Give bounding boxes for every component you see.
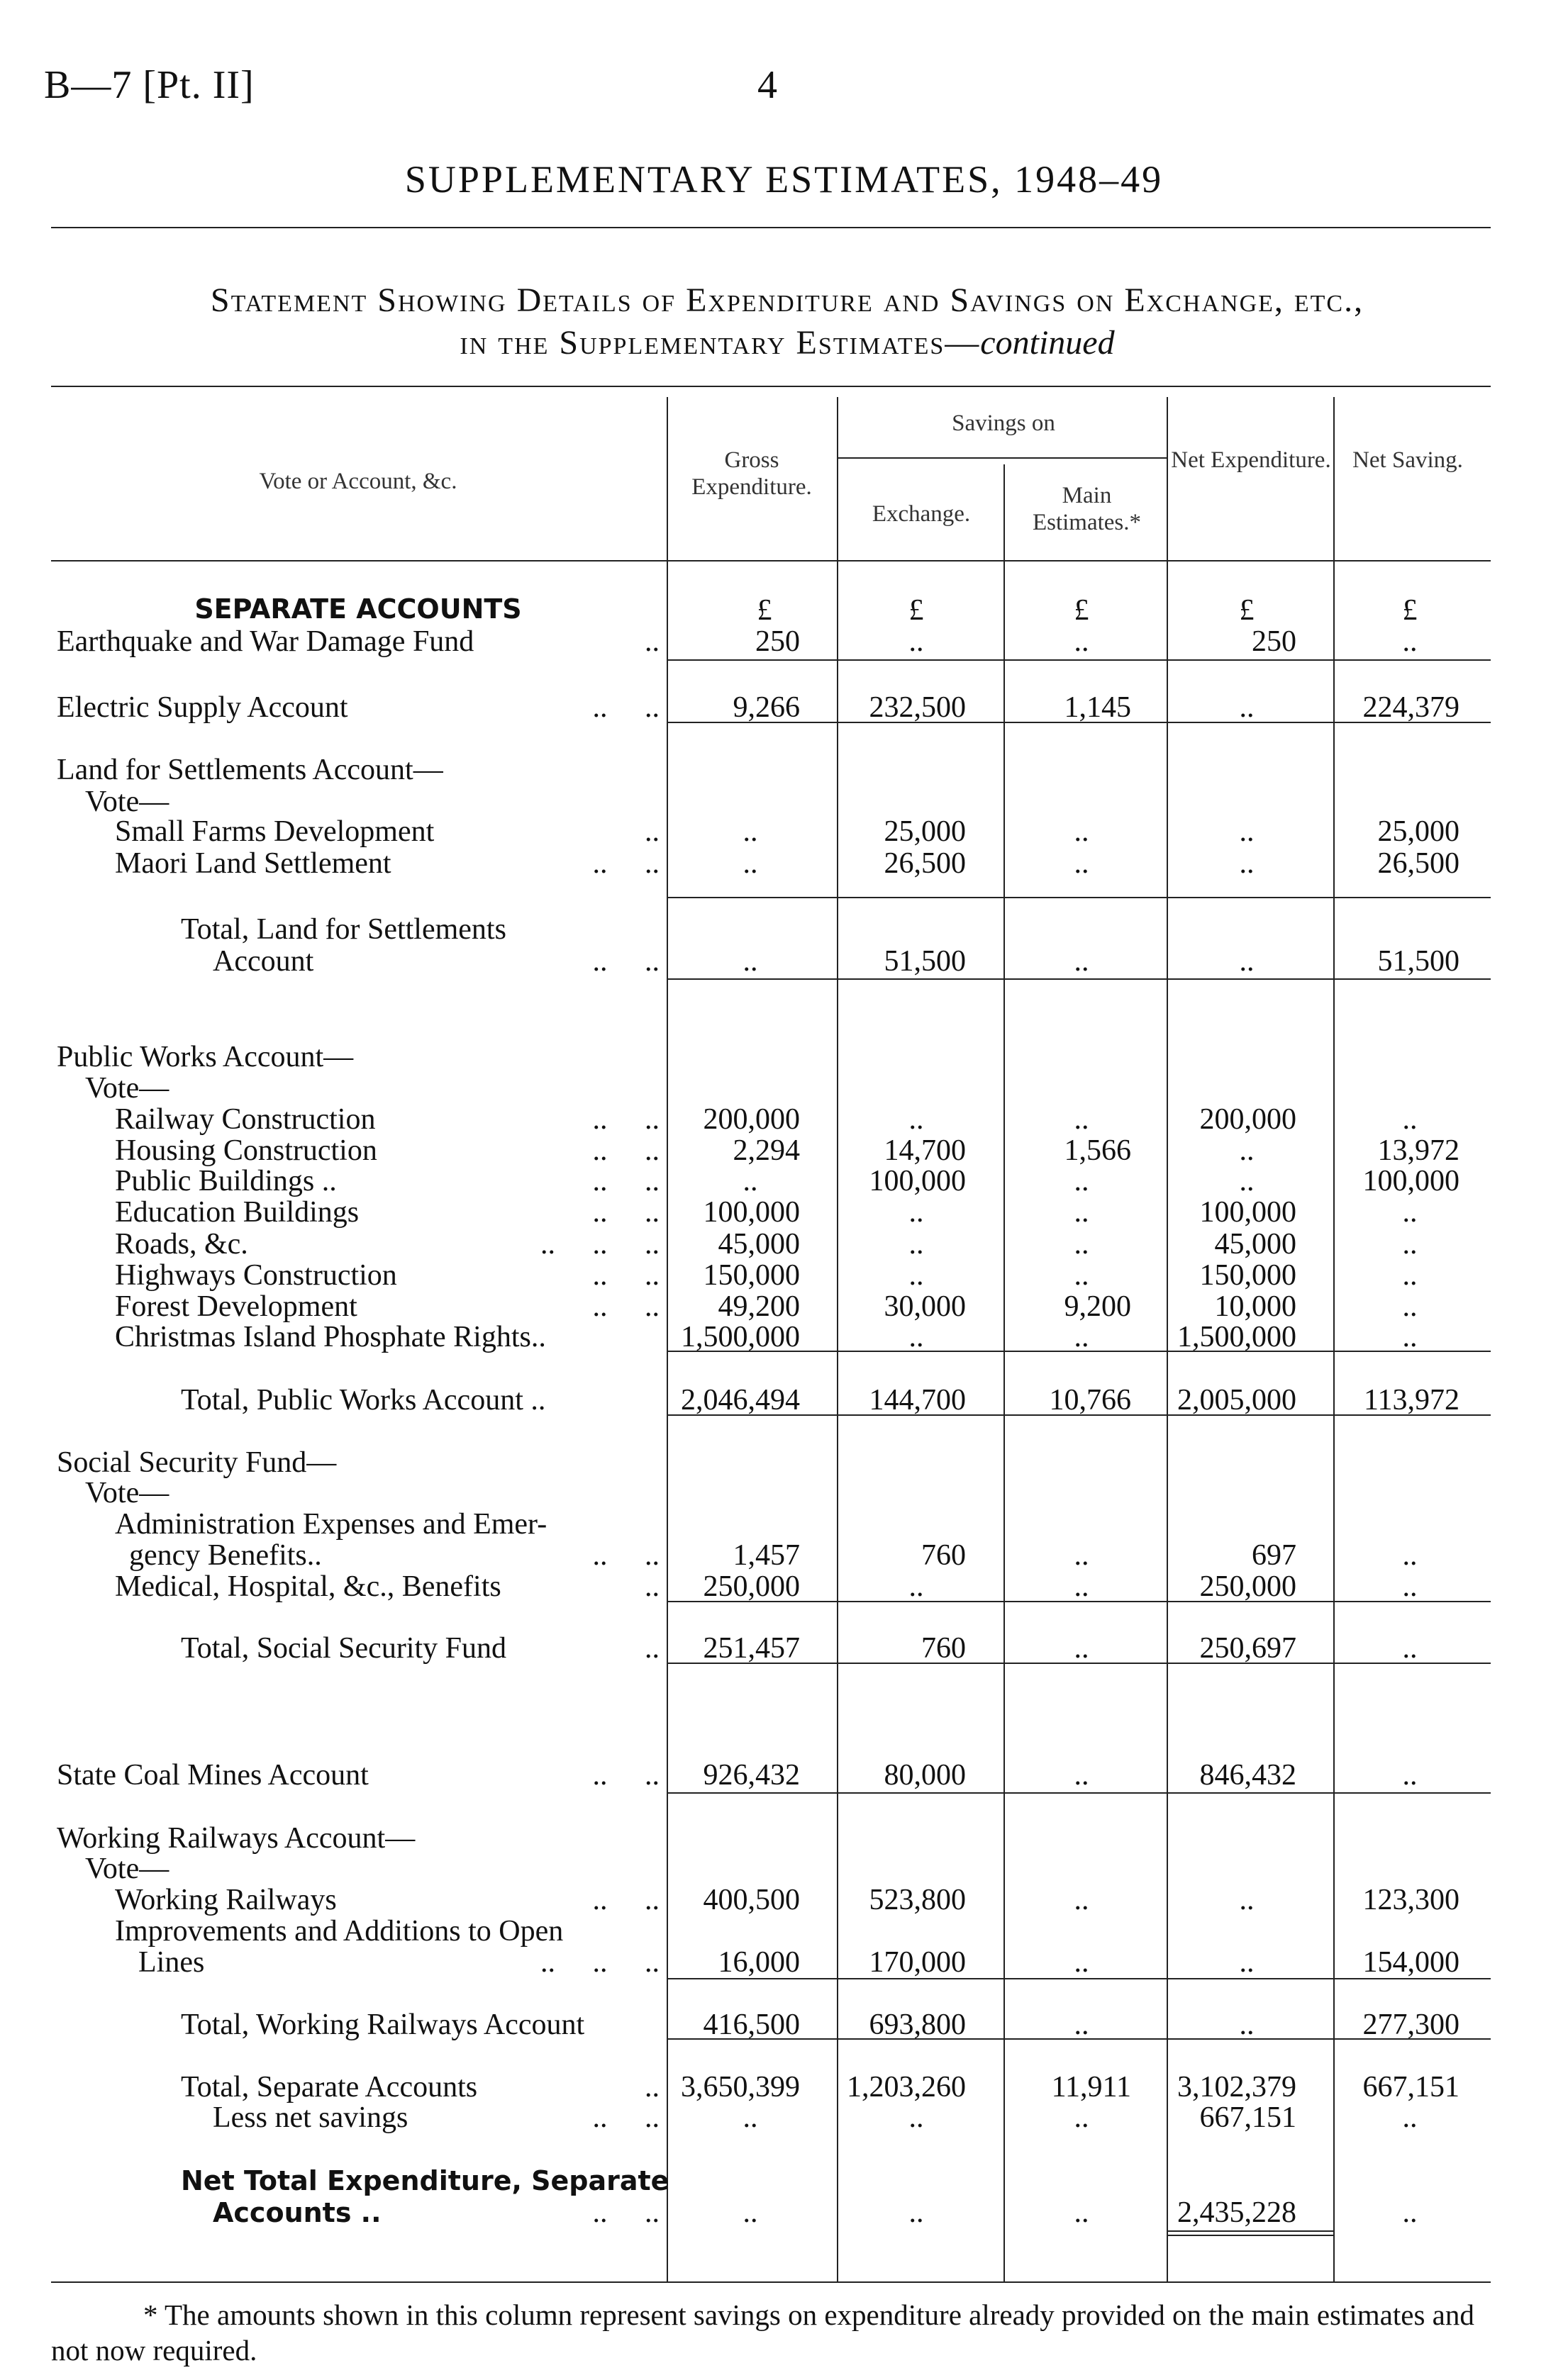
row-label: Maori Land Settlement bbox=[115, 847, 391, 880]
cell-gross: .. bbox=[743, 2196, 758, 2229]
row-label: Working Railways bbox=[115, 1884, 337, 1916]
cell-exch: 51,500 bbox=[884, 945, 966, 978]
cell-save: 25,000 bbox=[1377, 815, 1459, 848]
cell-gross: 3,650,399 bbox=[681, 2071, 800, 2104]
cell-main: .. bbox=[1074, 1539, 1089, 1572]
leader-dots: .. bbox=[645, 815, 660, 848]
cell-gross: 2,294 bbox=[733, 1134, 800, 1167]
cell-main: .. bbox=[1074, 1759, 1089, 1792]
leader-dots: .. .. bbox=[592, 1759, 660, 1792]
subtotal-rule bbox=[667, 1601, 1491, 1602]
cell-main: .. bbox=[1074, 1321, 1089, 1353]
row-label: Medical, Hospital, &c., Benefits bbox=[115, 1570, 501, 1603]
cell-exch: 1,203,260 bbox=[847, 2071, 966, 2104]
cell-exch: .. bbox=[908, 2196, 924, 2229]
cell-exch: 25,000 bbox=[884, 815, 966, 848]
row-label: Roads, &c. bbox=[115, 1228, 248, 1261]
cell-main: 10,766 bbox=[1049, 1384, 1131, 1417]
double-rule bbox=[1167, 2230, 1333, 2232]
cell-save: 26,500 bbox=[1377, 847, 1459, 880]
table-top-rule bbox=[51, 386, 1491, 387]
cell-exch: .. bbox=[908, 2101, 924, 2134]
cell-save: £ bbox=[1402, 594, 1418, 627]
cell-gross: .. bbox=[743, 945, 758, 978]
cell-main: 1,566 bbox=[1064, 1134, 1131, 1167]
cell-net: 667,151 bbox=[1199, 2101, 1296, 2134]
row-label: Forest Development bbox=[115, 1290, 357, 1323]
cell-save: .. bbox=[1402, 1259, 1418, 1292]
cell-main: .. bbox=[1074, 1884, 1089, 1916]
cell-gross: 251,457 bbox=[703, 1632, 800, 1665]
leader-dots: .. .. bbox=[592, 1290, 660, 1323]
row-label: Improvements and Additions to Open bbox=[115, 1915, 564, 1948]
cell-net: .. bbox=[1239, 1946, 1255, 1979]
cell-exch: 100,000 bbox=[869, 1165, 966, 1197]
statement-heading-line2: in the Supplementary Estimates—continued bbox=[460, 324, 1115, 362]
cell-exch: 693,800 bbox=[869, 2009, 966, 2041]
row-label: Vote— bbox=[85, 786, 169, 818]
leader-dots: .. bbox=[645, 1632, 660, 1665]
cell-exch: 760 bbox=[921, 1539, 966, 1572]
cell-net: 10,000 bbox=[1214, 1290, 1296, 1323]
row-label: Railway Construction bbox=[115, 1103, 376, 1136]
cell-gross: 1,457 bbox=[733, 1539, 800, 1572]
title-rule bbox=[51, 227, 1491, 228]
double-rule bbox=[1167, 2235, 1333, 2236]
cell-net: .. bbox=[1239, 691, 1255, 724]
leader-dots: .. .. bbox=[592, 1539, 660, 1572]
leader-dots: .. .. .. bbox=[540, 1946, 660, 1979]
cell-gross: .. bbox=[743, 2101, 758, 2134]
row-label: Accounts .. bbox=[213, 2197, 382, 2228]
leader-dots: .. .. bbox=[592, 1134, 660, 1167]
cell-main: .. bbox=[1074, 1165, 1089, 1197]
cell-main: 11,911 bbox=[1051, 2071, 1131, 2104]
group-rule bbox=[667, 2038, 1491, 2040]
cell-net: 846,432 bbox=[1199, 1759, 1296, 1792]
cell-save: .. bbox=[1402, 2196, 1418, 2229]
cell-save: .. bbox=[1402, 2101, 1418, 2134]
cell-exch: .. bbox=[908, 1259, 924, 1292]
row-label: Land for Settlements Account— bbox=[57, 754, 443, 786]
row-label: Total, Public Works Account .. bbox=[181, 1384, 546, 1417]
page-number: 4 bbox=[757, 63, 777, 107]
cell-main: .. bbox=[1074, 2009, 1089, 2041]
row-label: Public Buildings .. bbox=[115, 1165, 337, 1197]
leader-dots: .. .. bbox=[592, 2101, 660, 2134]
statement-heading-line1: Statement Showing Details of Expenditure and Savings on Exchange, etc., bbox=[210, 281, 1364, 319]
cell-save: .. bbox=[1402, 1228, 1418, 1261]
leader-dots: .. bbox=[645, 1570, 660, 1603]
row-label: Housing Construction bbox=[115, 1134, 377, 1167]
subtotal-rule bbox=[667, 897, 1491, 898]
row-label: Small Farms Development bbox=[115, 815, 435, 848]
cell-save: 51,500 bbox=[1377, 945, 1459, 978]
col-header-main: Main Estimates.* bbox=[1032, 483, 1142, 535]
leader-dots: .. bbox=[645, 625, 660, 658]
cell-main: .. bbox=[1074, 1946, 1089, 1979]
leader-dots: .. .. bbox=[592, 1884, 660, 1916]
row-label: Working Railways Account— bbox=[57, 1822, 416, 1855]
cell-save: .. bbox=[1402, 1103, 1418, 1136]
col-header-net-saving: Net Saving. bbox=[1352, 447, 1463, 473]
cell-save: .. bbox=[1402, 1632, 1418, 1665]
cell-gross: 150,000 bbox=[703, 1259, 800, 1292]
cell-exch: .. bbox=[908, 1103, 924, 1136]
cell-gross: 100,000 bbox=[703, 1196, 800, 1229]
cell-main: .. bbox=[1074, 2101, 1089, 2134]
cell-exch: .. bbox=[908, 1570, 924, 1603]
table-head-rule bbox=[51, 560, 1491, 562]
leader-dots: .. .. bbox=[592, 2196, 660, 2229]
leader-dots: .. .. bbox=[592, 1196, 660, 1229]
cell-exch: .. bbox=[908, 1196, 924, 1229]
col-header-exchange: Exchange. bbox=[872, 501, 971, 527]
cell-gross: £ bbox=[757, 594, 772, 627]
leader-dots: .. .. .. bbox=[540, 1228, 660, 1261]
leader-dots: .. bbox=[645, 2071, 660, 2104]
cell-net: 2,435,228 bbox=[1177, 2196, 1296, 2229]
cell-net: .. bbox=[1239, 2009, 1255, 2041]
row-label: gency Benefits.. bbox=[129, 1539, 322, 1572]
cell-main: .. bbox=[1074, 815, 1089, 848]
row-label: Public Works Account— bbox=[57, 1041, 354, 1073]
cell-net: 697 bbox=[1252, 1539, 1296, 1572]
cell-gross: 1,500,000 bbox=[681, 1321, 800, 1353]
cell-main: .. bbox=[1074, 1259, 1089, 1292]
cell-net: 250,697 bbox=[1199, 1632, 1296, 1665]
cell-save: .. bbox=[1402, 1196, 1418, 1229]
cell-save: 224,379 bbox=[1362, 691, 1459, 724]
leader-dots: .. .. bbox=[592, 1103, 660, 1136]
cell-exch: 523,800 bbox=[869, 1884, 966, 1916]
cell-save: .. bbox=[1402, 1321, 1418, 1353]
cell-save: 154,000 bbox=[1362, 1946, 1459, 1979]
cell-exch: 170,000 bbox=[869, 1946, 966, 1979]
cell-exch: .. bbox=[908, 1228, 924, 1261]
page-title: SUPPLEMENTARY ESTIMATES, 1948–49 bbox=[404, 158, 1164, 201]
cell-save: .. bbox=[1402, 1290, 1418, 1323]
cell-net: 250,000 bbox=[1199, 1570, 1296, 1603]
group-rule bbox=[667, 1414, 1491, 1416]
col-header-net-exp: Net Expenditure. bbox=[1171, 447, 1331, 473]
group-rule bbox=[837, 659, 1491, 661]
cell-gross: 250,000 bbox=[703, 1570, 800, 1603]
cell-exch: £ bbox=[908, 594, 924, 627]
cell-main: .. bbox=[1074, 625, 1089, 658]
col-divider bbox=[1333, 397, 1335, 2283]
row-label: Vote— bbox=[85, 1072, 169, 1105]
cell-net: 45,000 bbox=[1214, 1228, 1296, 1261]
cell-gross: .. bbox=[743, 1165, 758, 1197]
subtotal-rule bbox=[667, 1351, 1491, 1352]
cell-exch: 232,500 bbox=[869, 691, 966, 724]
cell-save: .. bbox=[1402, 1570, 1418, 1603]
cell-gross: .. bbox=[743, 847, 758, 880]
cell-save: 100,000 bbox=[1362, 1165, 1459, 1197]
cell-net: .. bbox=[1239, 1134, 1255, 1167]
row-label: Lines bbox=[138, 1946, 205, 1979]
row-label: Vote— bbox=[85, 1853, 169, 1885]
cell-net: .. bbox=[1239, 815, 1255, 848]
row-label: Total, Land for Settlements bbox=[181, 913, 506, 946]
row-label: Christmas Island Phosphate Rights.. bbox=[115, 1321, 546, 1353]
leader-dots: .. .. bbox=[592, 691, 660, 724]
row-label: Highways Construction bbox=[115, 1259, 397, 1292]
cell-main: .. bbox=[1074, 1103, 1089, 1136]
cell-gross: 2,046,494 bbox=[681, 1384, 800, 1417]
cell-main: .. bbox=[1074, 1228, 1089, 1261]
group-rule bbox=[667, 722, 1491, 723]
cell-net: 250 bbox=[1252, 625, 1296, 658]
cell-net: .. bbox=[1239, 1884, 1255, 1916]
cell-gross: 926,432 bbox=[703, 1759, 800, 1792]
row-label: Total, Separate Accounts bbox=[181, 2071, 478, 2104]
cell-net: .. bbox=[1239, 847, 1255, 880]
row-label: Less net savings bbox=[213, 2101, 408, 2134]
page-reference: B—7 [Pt. II] bbox=[44, 63, 255, 107]
cell-main: 1,145 bbox=[1064, 691, 1131, 724]
leader-dots: .. .. bbox=[592, 847, 660, 880]
cell-main: .. bbox=[1074, 1570, 1089, 1603]
row-label: Account bbox=[213, 945, 314, 978]
group-rule bbox=[667, 978, 1491, 980]
cell-exch: .. bbox=[908, 625, 924, 658]
cell-net: 2,005,000 bbox=[1177, 1384, 1296, 1417]
cell-save: 123,300 bbox=[1362, 1884, 1459, 1916]
col-header-gross: Gross Expenditure. bbox=[691, 447, 812, 500]
col-header-savings-on: Savings on bbox=[952, 410, 1055, 436]
cell-net: 1,500,000 bbox=[1177, 1321, 1296, 1353]
cell-save: 13,972 bbox=[1377, 1134, 1459, 1167]
cell-main: .. bbox=[1074, 847, 1089, 880]
row-label: SEPARATE ACCOUNTS bbox=[194, 593, 522, 625]
cell-main: .. bbox=[1074, 945, 1089, 978]
col-divider bbox=[837, 397, 838, 2283]
table-bottom-rule bbox=[51, 2281, 1491, 2283]
group-rule bbox=[667, 1663, 1491, 1664]
cell-gross: 200,000 bbox=[703, 1103, 800, 1136]
cell-gross: .. bbox=[743, 815, 758, 848]
cell-net: .. bbox=[1239, 1165, 1255, 1197]
cell-gross: 16,000 bbox=[718, 1946, 800, 1979]
cell-gross: 9,266 bbox=[733, 691, 800, 724]
cell-gross: 250 bbox=[755, 625, 800, 658]
cell-main: .. bbox=[1074, 1632, 1089, 1665]
cell-save: 113,972 bbox=[1364, 1384, 1459, 1417]
leader-dots: .. .. bbox=[592, 1165, 660, 1197]
cell-gross: 400,500 bbox=[703, 1884, 800, 1916]
subtotal-rule bbox=[667, 1978, 1491, 1979]
cell-main: 9,200 bbox=[1064, 1290, 1131, 1323]
cell-save: .. bbox=[1402, 1539, 1418, 1572]
row-label: Net Total Expenditure, Separate bbox=[181, 2165, 669, 2196]
cell-main: .. bbox=[1074, 2196, 1089, 2229]
cell-exch: 80,000 bbox=[884, 1759, 966, 1792]
cell-main: £ bbox=[1074, 594, 1089, 627]
row-label: Earthquake and War Damage Fund bbox=[57, 625, 474, 658]
savings-sub-rule bbox=[837, 457, 1167, 459]
cell-net: .. bbox=[1239, 945, 1255, 978]
row-label: Vote— bbox=[85, 1477, 169, 1509]
row-label: Total, Working Railways Account bbox=[181, 2009, 585, 2041]
cell-gross: 49,200 bbox=[718, 1290, 800, 1323]
cell-exch: 144,700 bbox=[869, 1384, 966, 1417]
cell-exch: 760 bbox=[921, 1632, 966, 1665]
group-rule bbox=[667, 659, 837, 661]
footnote: * The amounts shown in this column represent savings on expenditure already provided on the main estimates and not now required. bbox=[51, 2298, 1474, 2367]
cell-net: £ bbox=[1239, 594, 1255, 627]
cell-save: .. bbox=[1402, 625, 1418, 658]
cell-exch: 14,700 bbox=[884, 1134, 966, 1167]
group-rule bbox=[667, 1792, 1491, 1794]
cell-main: .. bbox=[1074, 1196, 1089, 1229]
row-label: Electric Supply Account bbox=[57, 691, 348, 724]
cell-exch: 30,000 bbox=[884, 1290, 966, 1323]
cell-net: 100,000 bbox=[1199, 1196, 1296, 1229]
cell-net: 200,000 bbox=[1199, 1103, 1296, 1136]
cell-gross: 45,000 bbox=[718, 1228, 800, 1261]
row-label: State Coal Mines Account bbox=[57, 1759, 369, 1792]
row-label: Social Security Fund— bbox=[57, 1446, 337, 1479]
row-label: Total, Social Security Fund bbox=[181, 1632, 507, 1665]
leader-dots: .. .. bbox=[592, 1259, 660, 1292]
row-label: Administration Expenses and Emer- bbox=[115, 1508, 547, 1541]
cell-exch: 26,500 bbox=[884, 847, 966, 880]
cell-net: 3,102,379 bbox=[1177, 2071, 1296, 2104]
cell-exch: .. bbox=[908, 1321, 924, 1353]
col-header-vote: Vote or Account, &c. bbox=[259, 469, 457, 494]
cell-save: 277,300 bbox=[1362, 2009, 1459, 2041]
leader-dots: .. .. bbox=[592, 945, 660, 978]
row-label: Education Buildings bbox=[115, 1196, 360, 1229]
cell-save: 667,151 bbox=[1362, 2071, 1459, 2104]
cell-net: 150,000 bbox=[1199, 1259, 1296, 1292]
cell-save: .. bbox=[1402, 1759, 1418, 1792]
cell-gross: 416,500 bbox=[703, 2009, 800, 2041]
col-divider bbox=[1003, 464, 1005, 2283]
